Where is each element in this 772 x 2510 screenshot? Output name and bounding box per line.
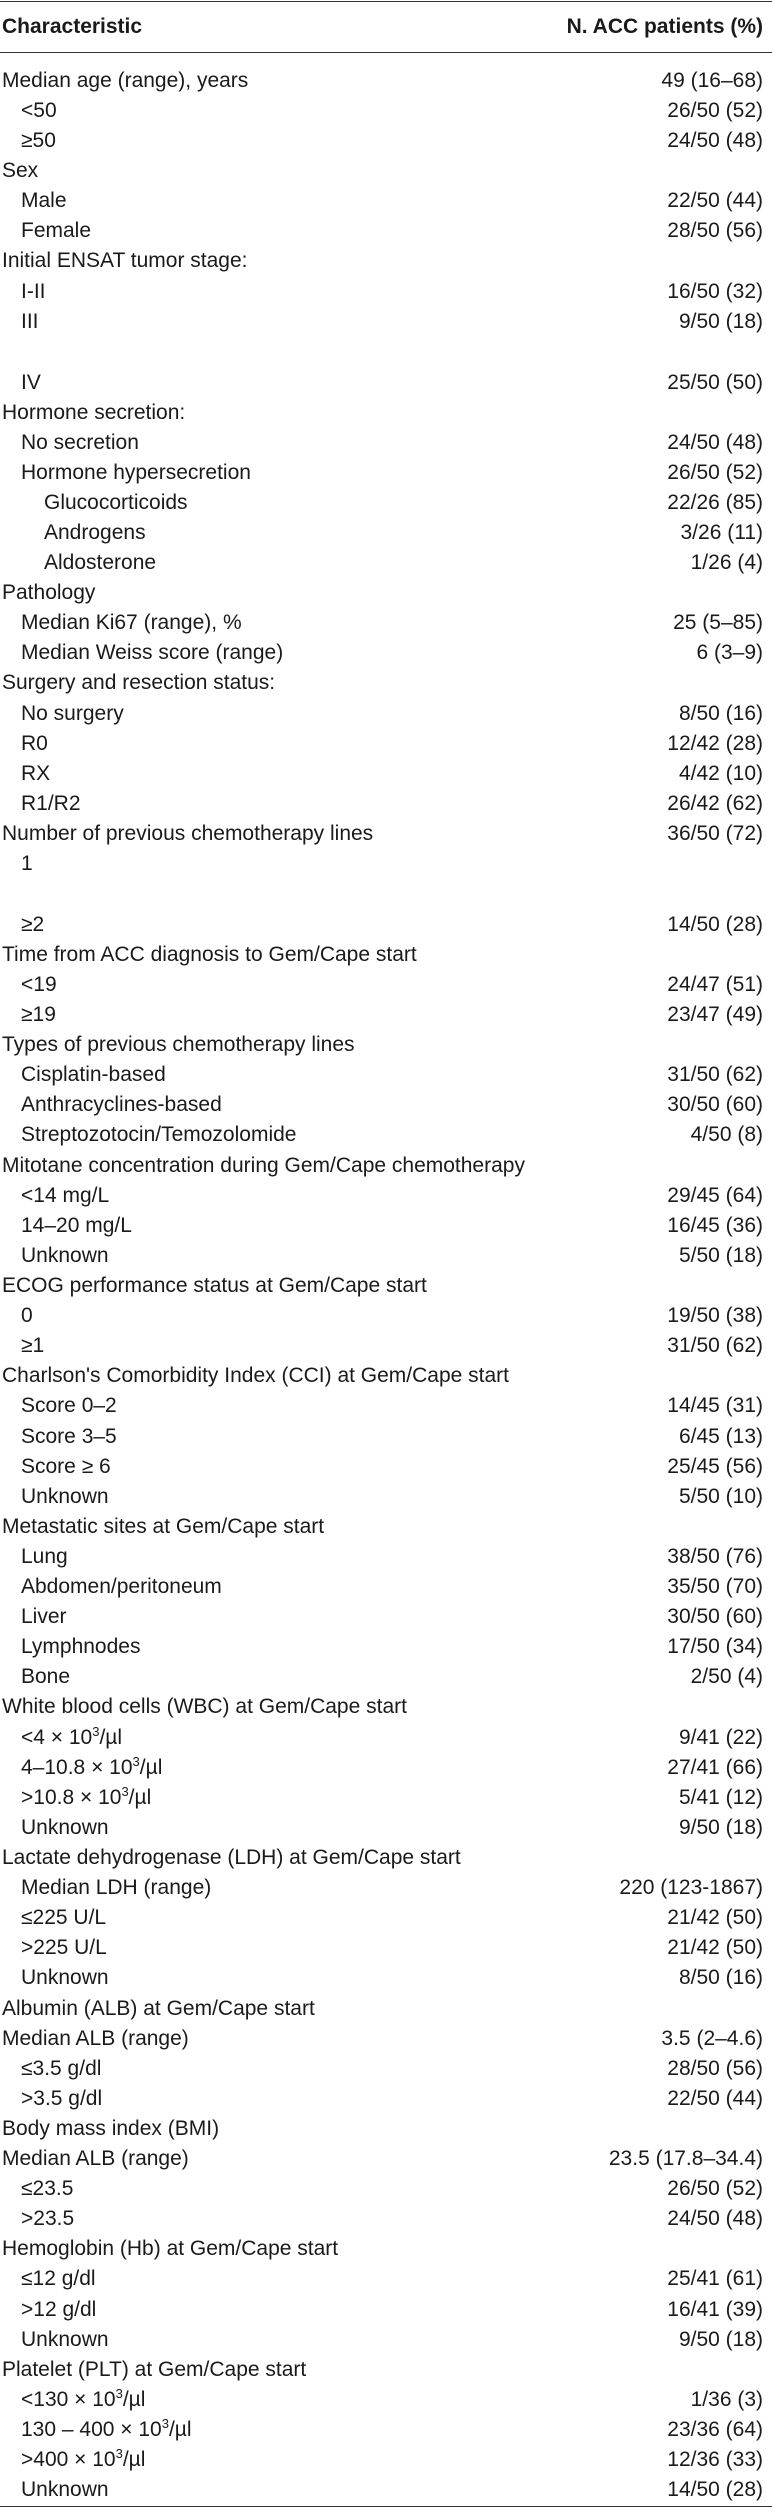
row-label-text: ≥2 — [21, 913, 45, 936]
row-label-text: Hormone hypersecretion — [21, 461, 251, 484]
row-value: 22/26 (85) — [667, 491, 763, 514]
row-value: 9/50 (18) — [678, 310, 763, 333]
row-label — [21, 1906, 106, 1930]
row-value: 22/50 (44) — [667, 189, 763, 212]
row-label-text: Unknown — [21, 2478, 109, 2501]
row-label-text: Unknown — [21, 1244, 109, 1267]
row-label — [21, 2448, 145, 2472]
row-label-text: Unknown — [21, 2328, 109, 2351]
row-label — [21, 1756, 162, 1780]
row-label — [21, 310, 39, 334]
row-label — [21, 702, 124, 726]
row-label-text: Surgery and resection status: — [2, 671, 276, 694]
row-value: 49 (16–68) — [661, 69, 763, 92]
unit-suffix: /µl — [122, 2388, 146, 2411]
row-label — [21, 1966, 109, 1990]
row-label-text: >10.8 × 10 — [21, 1786, 122, 1809]
row-label-text: ECOG performance status at Gem/Cape start — [2, 1274, 427, 1297]
row-label-text: RX — [21, 762, 51, 785]
row-value: 14/45 (31) — [667, 1394, 763, 1417]
row-label — [21, 1455, 111, 1479]
row-label-text: ≤23.5 — [21, 2177, 74, 2200]
row-label-text: Initial ENSAT tumor stage: — [2, 249, 248, 272]
row-value: 3/26 (11) — [680, 521, 763, 544]
row-label-text: I-II — [21, 280, 46, 303]
row-value: 25 (5–85) — [673, 611, 763, 634]
row-label-text: IV — [21, 371, 41, 394]
row-label-text: Glucocorticoids — [44, 491, 188, 514]
row-label — [21, 1304, 33, 1328]
row-label-text: Bone — [21, 1665, 71, 1688]
row-label-text: <19 — [21, 973, 57, 996]
row-label — [21, 2478, 109, 2502]
row-value: 24/50 (48) — [667, 431, 763, 454]
top-rule — [0, 1, 772, 2]
row-label-text: <50 — [21, 99, 57, 122]
row-label-text: Median Weiss score (range) — [21, 641, 284, 664]
row-label — [21, 973, 57, 997]
row-value: 28/50 (56) — [667, 219, 763, 242]
row-label-text: Lung — [21, 1545, 68, 1568]
row-label-text: Score ≥ 6 — [21, 1455, 111, 1478]
row-value: 30/50 (60) — [667, 1093, 763, 1116]
row-label — [21, 2418, 192, 2442]
row-label — [44, 551, 156, 575]
row-label — [21, 732, 48, 756]
row-label — [2, 1515, 324, 1539]
row-label — [44, 521, 146, 545]
row-value: 38/50 (76) — [667, 1545, 763, 1568]
header-characteristic: Characteristic — [2, 15, 143, 38]
superscript: 3 — [115, 2386, 123, 2401]
row-value: 12/36 (33) — [667, 2448, 763, 2471]
row-label-text: ≥1 — [21, 1334, 45, 1357]
row-label — [2, 671, 275, 695]
row-label-text: Female — [21, 219, 92, 242]
row-value: 26/50 (52) — [667, 461, 763, 484]
row-label-text: Median ALB (range) — [2, 2147, 189, 2170]
row-label-text: Charlson's Comorbidity Index (CCI) at Gem/Cape start — [2, 1364, 510, 1387]
superscript: 3 — [121, 1784, 129, 1799]
row-label-text: ≤225 U/L — [21, 1906, 107, 1929]
row-label — [2, 1364, 509, 1388]
row-label — [21, 129, 56, 153]
row-label — [2, 1695, 407, 1719]
row-value: 31/50 (62) — [667, 1334, 763, 1357]
row-label — [21, 1394, 117, 1418]
row-value: 5/41 (12) — [678, 1786, 763, 1809]
row-value: 16/50 (32) — [667, 280, 763, 303]
row-label-text: Male — [21, 189, 67, 212]
row-label — [21, 431, 139, 455]
row-label-text: Unknown — [21, 1485, 109, 1508]
row-label — [21, 1485, 109, 1509]
row-value: 19/50 (38) — [667, 1304, 763, 1327]
row-label — [21, 1063, 166, 1087]
row-label — [21, 762, 50, 786]
row-label-text: <14 mg/L — [21, 1184, 110, 1207]
row-label-text: >3.5 g/dl — [21, 2087, 103, 2110]
row-label-text: Streptozotocin/Temozolomide — [21, 1123, 297, 1146]
row-label-text: Metastatic sites at Gem/Cape start — [2, 1515, 325, 1538]
row-label-text: Median age (range), years — [2, 69, 249, 92]
row-value: 4/50 (8) — [690, 1123, 763, 1146]
unit-suffix: /µl — [128, 1786, 152, 1809]
row-label — [2, 2358, 306, 2382]
row-label — [21, 1936, 107, 1960]
row-label-text: Anthracyclines-based — [21, 1093, 222, 1116]
row-label — [21, 1244, 109, 1268]
row-label-text: White blood cells (WBC) at Gem/Cape start — [2, 1695, 407, 1718]
row-value: 23/36 (64) — [667, 2418, 763, 2441]
row-label-text: Lymphnodes — [21, 1635, 141, 1658]
row-label — [21, 1726, 122, 1750]
row-label-text: Hormone secretion: — [2, 401, 186, 424]
row-label-text: Score 3–5 — [21, 1425, 117, 1448]
row-label — [21, 2087, 102, 2111]
row-value: 9/41 (22) — [678, 1726, 763, 1749]
row-label — [21, 2298, 96, 2322]
row-label — [21, 189, 67, 213]
row-label — [2, 69, 248, 93]
row-value: 28/50 (56) — [667, 2057, 763, 2080]
unit-suffix: /µl — [139, 1756, 163, 1779]
row-label-text: ≤3.5 g/dl — [21, 2057, 102, 2080]
row-value: 29/45 (64) — [667, 1184, 763, 1207]
row-label-text: Platelet (PLT) at Gem/Cape start — [2, 2358, 307, 2381]
row-value: 1/36 (3) — [690, 2388, 763, 2411]
row-label — [21, 792, 81, 816]
row-label-text: Number of previous chemotherapy lines — [2, 822, 374, 845]
row-value: 8/50 (16) — [678, 702, 763, 725]
row-label-text: R0 — [21, 732, 48, 755]
row-label-text: <130 × 10 — [21, 2388, 116, 2411]
row-label — [2, 249, 248, 273]
row-label-text: Body mass index (BMI) — [2, 2117, 220, 2140]
row-label — [21, 1425, 117, 1449]
row-value: 9/50 (18) — [678, 2328, 763, 2351]
row-label — [21, 1786, 151, 1810]
row-label — [21, 1605, 67, 1629]
row-label-text: Abdomen/peritoneum — [21, 1575, 222, 1598]
row-value: 8/50 (16) — [678, 1966, 763, 1989]
row-label — [21, 1635, 140, 1659]
row-value: 30/50 (60) — [667, 1605, 763, 1628]
superscript: 3 — [92, 1724, 100, 1739]
row-label — [2, 1033, 355, 1057]
row-label-text: Median ALB (range) — [2, 2027, 189, 2050]
row-label-text: 14–20 mg/L — [21, 1214, 132, 1237]
row-value: 24/47 (51) — [667, 973, 763, 996]
row-label-text: Cisplatin-based — [21, 1063, 166, 1086]
row-label — [2, 401, 185, 425]
row-value: 9/50 (18) — [678, 1816, 763, 1839]
bottom-rule — [0, 2506, 772, 2507]
row-value: 26/50 (52) — [667, 99, 763, 122]
row-value: 220 (123-1867) — [619, 1876, 763, 1899]
row-label-text: Aldosterone — [44, 551, 157, 574]
row-label — [21, 852, 33, 876]
row-value: 21/42 (50) — [667, 1936, 763, 1959]
row-label — [21, 1545, 68, 1569]
row-label — [21, 913, 44, 937]
row-label — [2, 2027, 189, 2051]
row-label — [21, 611, 242, 635]
row-label-text: 4–10.8 × 10 — [21, 1756, 133, 1779]
row-value: 6/45 (13) — [678, 1425, 763, 1448]
row-label — [2, 159, 38, 183]
row-label-text: Time from ACC diagnosis to Gem/Cape start — [2, 943, 417, 966]
row-value: 16/45 (36) — [667, 1214, 763, 1237]
unit-suffix: /µl — [99, 1726, 123, 1749]
row-label-text: Types of previous chemotherapy lines — [2, 1033, 355, 1056]
row-value: 27/41 (66) — [667, 1756, 763, 1779]
row-label-text: No secretion — [21, 431, 139, 454]
header-patients: N. ACC patients (%) — [566, 15, 763, 38]
row-value: 23.5 (17.8–34.4) — [608, 2147, 763, 2170]
row-label-text: Median LDH (range) — [21, 1876, 212, 1899]
row-value: 36/50 (72) — [667, 822, 763, 845]
row-value: 35/50 (70) — [667, 1575, 763, 1598]
row-value: 4/42 (10) — [678, 762, 763, 785]
row-label — [21, 2177, 73, 2201]
row-label — [21, 1093, 222, 1117]
row-label-text: >400 × 10 — [21, 2448, 116, 2471]
row-label — [21, 1184, 109, 1208]
row-value: 31/50 (62) — [667, 1063, 763, 1086]
row-label — [2, 822, 373, 846]
row-label — [21, 1816, 109, 1840]
row-label-text: ≤12 g/dl — [21, 2267, 96, 2290]
row-label — [21, 2207, 74, 2231]
row-label-text: Sex — [2, 159, 39, 182]
row-label-text: Liver — [21, 1605, 67, 1628]
row-label — [21, 2328, 109, 2352]
row-label — [2, 1997, 315, 2021]
row-label — [44, 491, 188, 515]
row-value: 25/41 (61) — [667, 2267, 763, 2290]
row-value: 16/41 (39) — [667, 2298, 763, 2321]
row-label — [21, 461, 251, 485]
row-value: 5/50 (10) — [678, 1485, 763, 1508]
row-label-text: 0 — [21, 1304, 33, 1327]
row-value: 5/50 (18) — [678, 1244, 763, 1267]
superscript: 3 — [115, 2446, 123, 2461]
row-label — [21, 2267, 96, 2291]
row-label — [2, 943, 417, 967]
row-label-text: Unknown — [21, 1816, 109, 1839]
row-value: 21/42 (50) — [667, 1906, 763, 1929]
row-label — [21, 1876, 211, 1900]
row-label-text: Lactate dehydrogenase (LDH) at Gem/Cape start — [2, 1846, 461, 1869]
row-label-text: Score 0–2 — [21, 1394, 117, 1417]
row-label-text: Androgens — [44, 521, 146, 544]
row-label-text: No surgery — [21, 702, 124, 725]
superscript: 3 — [132, 1754, 140, 1769]
row-label — [21, 1003, 56, 1027]
row-value: 12/42 (28) — [667, 732, 763, 755]
row-label-text: Median Ki67 (range), % — [21, 611, 242, 634]
row-label — [21, 371, 41, 395]
row-label — [2, 581, 95, 605]
row-label-text: ≥19 — [21, 1003, 56, 1026]
row-value: 2/50 (4) — [690, 1665, 763, 1688]
row-label-text: >23.5 — [21, 2207, 75, 2230]
row-label — [2, 2147, 189, 2171]
row-label-text: ≥50 — [21, 129, 56, 152]
row-label — [21, 1334, 44, 1358]
row-label — [2, 1154, 525, 1178]
row-label — [21, 280, 46, 304]
row-label — [21, 1123, 296, 1147]
row-label-text: R1/R2 — [21, 792, 81, 815]
unit-suffix: /µl — [168, 2418, 192, 2441]
row-label-text: III — [21, 310, 39, 333]
header-rule — [0, 52, 772, 53]
row-label-text: Unknown — [21, 1966, 109, 1989]
row-label-text: 1 — [21, 852, 33, 875]
row-label-text: >12 g/dl — [21, 2298, 97, 2321]
unit-suffix: /µl — [122, 2448, 146, 2471]
row-value: 17/50 (34) — [667, 1635, 763, 1658]
row-value: 25/50 (50) — [667, 371, 763, 394]
row-value: 14/50 (28) — [667, 913, 763, 936]
row-value: 26/50 (52) — [667, 2177, 763, 2200]
row-value: 24/50 (48) — [667, 2207, 763, 2230]
row-label-text: >225 U/L — [21, 1936, 107, 1959]
row-value: 25/45 (56) — [667, 1455, 763, 1478]
row-label-text: Pathology — [2, 581, 96, 604]
row-value: 26/42 (62) — [667, 792, 763, 815]
row-label — [21, 2057, 101, 2081]
row-value: 24/50 (48) — [667, 129, 763, 152]
row-label — [21, 2388, 145, 2412]
row-label — [21, 641, 283, 665]
superscript: 3 — [161, 2416, 169, 2431]
row-label — [2, 1846, 461, 1870]
row-value: 22/50 (44) — [667, 2087, 763, 2110]
row-label-text: Mitotane concentration during Gem/Cape chemotherapy — [2, 1154, 525, 1177]
row-label-text: 130 – 400 × 10 — [21, 2418, 162, 2441]
row-value: 6 (3–9) — [696, 641, 763, 664]
row-value: 14/50 (28) — [667, 2478, 763, 2501]
row-label — [21, 1214, 132, 1238]
row-label-text: Hemoglobin (Hb) at Gem/Cape start — [2, 2237, 339, 2260]
row-label — [2, 1274, 427, 1298]
row-label — [21, 1665, 70, 1689]
row-label — [21, 99, 57, 123]
row-label — [2, 2117, 219, 2141]
row-value: 1/26 (4) — [690, 551, 763, 574]
row-label — [21, 219, 91, 243]
row-value: 3.5 (2–4.6) — [661, 2027, 763, 2050]
row-label — [2, 2237, 338, 2261]
row-label-text: Albumin (ALB) at Gem/Cape start — [2, 1997, 315, 2020]
row-label-text: <4 × 10 — [21, 1726, 93, 1749]
row-label — [21, 1575, 222, 1599]
row-value: 23/47 (49) — [667, 1003, 763, 1026]
